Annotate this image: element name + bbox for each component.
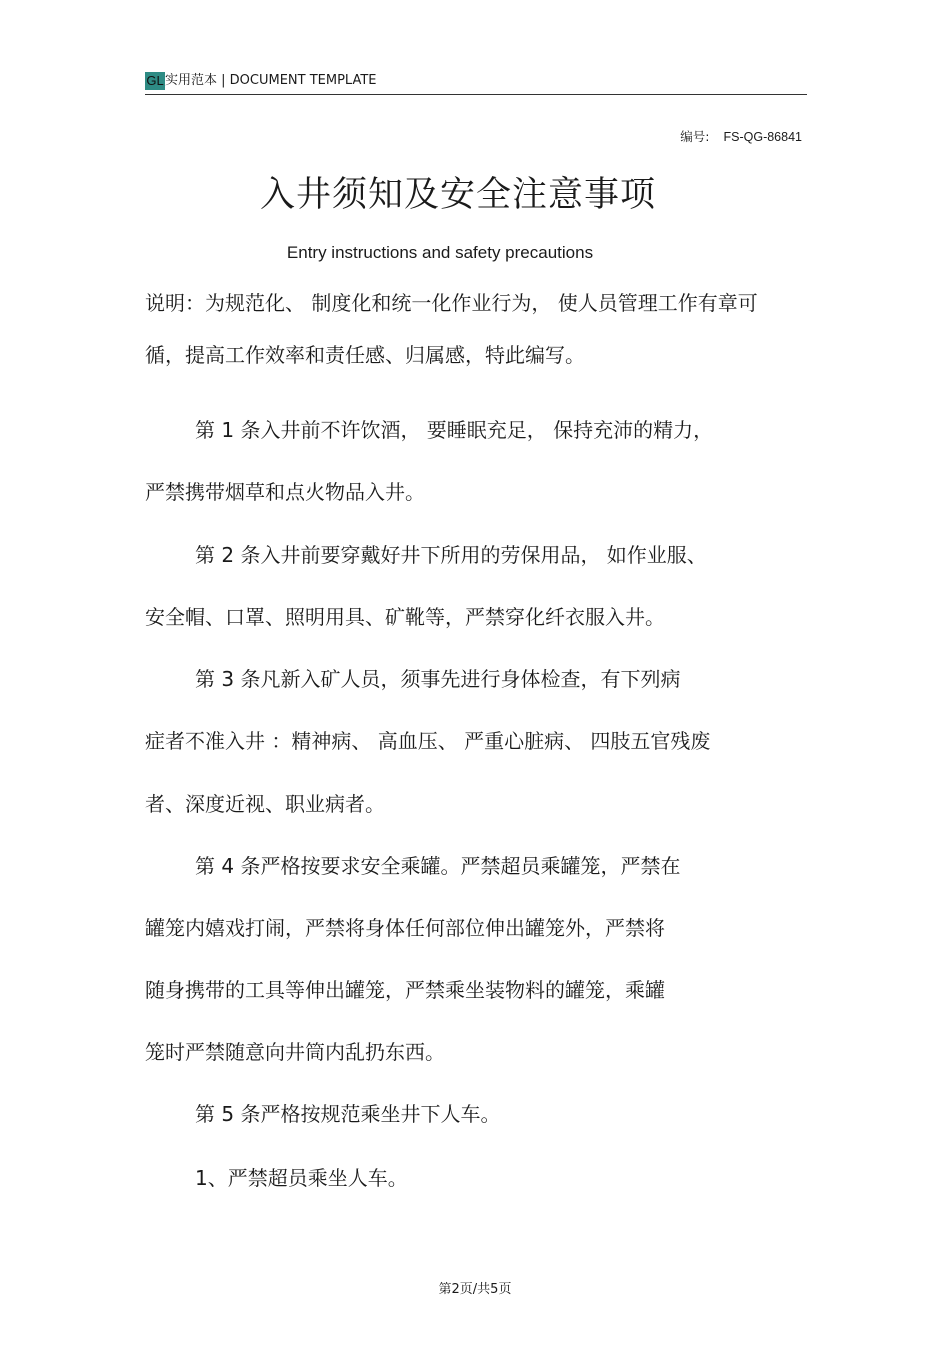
body-line: 严禁携带烟草和点火物品入井。 bbox=[145, 480, 425, 504]
body-line: 笼时严禁随意向井筒内乱扔东西。 bbox=[145, 1040, 445, 1064]
body-line: 罐笼内嬉戏打闹，严禁将身体任何部位伸出罐笼外，严禁将 bbox=[145, 916, 665, 940]
body-line: 安全帽、口罩、照明用具、矿靴等，严禁穿化纤衣服入井。 bbox=[145, 605, 665, 629]
logo: GL bbox=[146, 73, 164, 88]
body-line: 第 1 条入井前不许饮酒， 要睡眠充足， 保持充沛的精力， bbox=[195, 418, 714, 442]
page-subtitle: Entry instructions and safety precautions bbox=[286, 243, 594, 262]
body-line: 第 4 条严格按要求安全乘罐。严禁超员乘罐笼，严禁在 bbox=[195, 854, 681, 878]
body-line: 第 3 条凡新入矿人员，须事先进行身体检查，有下列病 bbox=[195, 667, 681, 691]
body-line: 第 5 条严格按规范乘坐井下人车。 bbox=[195, 1102, 501, 1126]
body-line: 者、深度近视、职业病者。 bbox=[145, 792, 385, 816]
document-number-label: 编号: bbox=[680, 129, 710, 144]
page-footer: 第2页/共5页 bbox=[438, 1282, 512, 1297]
document-number-value: FS-QG-86841 bbox=[723, 130, 802, 144]
document-number bbox=[680, 127, 802, 145]
body-line: 症者不准入井 ：精神病、 高血压、 严重心脏病、 四肢五官残废 bbox=[145, 729, 711, 753]
header-label: 实用范本 | DOCUMENT TEMPLATE bbox=[165, 73, 377, 88]
body-line: 循，提高工作效率和责任感、归属感，特此编写。 bbox=[145, 343, 585, 367]
body-line: 说明：为规范化、 制度化和统一化作业行为， 使人员管理工作有章可 bbox=[145, 291, 758, 315]
body-line: 1、严禁超员乘坐人车。 bbox=[195, 1166, 408, 1190]
body-line: 随身携带的工具等伸出罐笼，严禁乘坐装物料的罐笼，乘罐 bbox=[145, 978, 665, 1002]
page-header bbox=[145, 70, 807, 95]
body-line: 第 2 条入井前要穿戴好井下所用的劳保用品， 如作业服、 bbox=[195, 543, 707, 567]
page-title: 入井须知及安全注意事项 bbox=[259, 175, 656, 215]
